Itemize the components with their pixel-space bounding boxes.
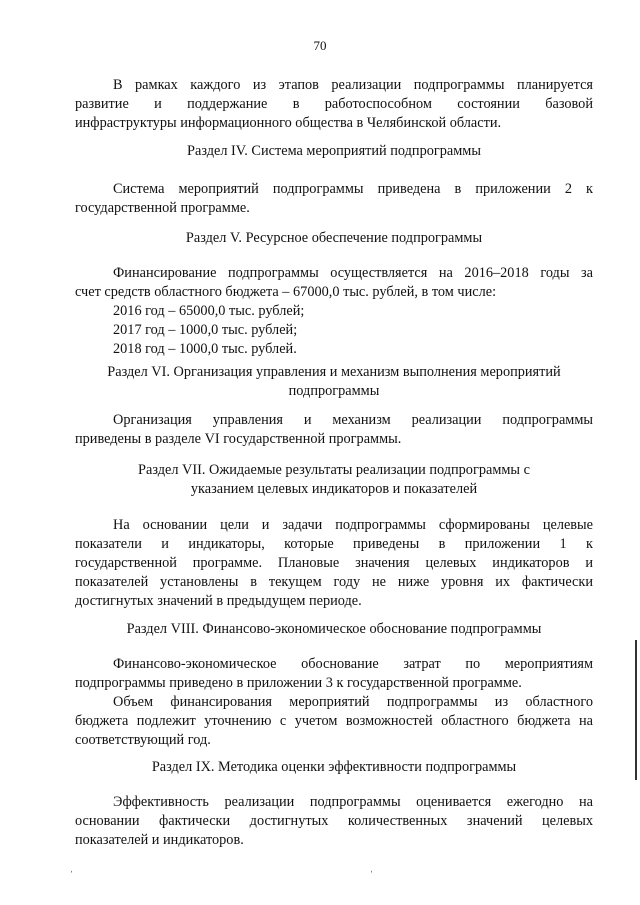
paragraph-line: Система мероприятий подпрограммы приведена в приложении 2 к xyxy=(113,181,593,197)
heading-line: Раздел VI. Организация управления и механизм выполнения мероприятий xyxy=(107,364,561,380)
page-number: 70 xyxy=(313,38,327,53)
heading-line: подпрограммы xyxy=(288,383,380,399)
paragraph-line: Объем финансирования мероприятий подпрограммы из областного xyxy=(113,694,593,710)
paragraph-line: основании фактически достигнутых количественных значений целевых xyxy=(75,813,593,829)
paragraph-volume xyxy=(75,693,593,750)
section-heading-v: Раздел V. Ресурсное обеспечение подпрограммы xyxy=(185,230,483,246)
paragraph-line: Организация управления и механизм реализации подпрограммы xyxy=(113,412,593,428)
paragraph-line: государственной программе. Плановые значения целевых индикаторов и xyxy=(75,555,593,571)
paragraph-financing xyxy=(75,264,593,359)
paragraph-line: приведены в разделе VI государственной программы. xyxy=(75,431,402,447)
paragraph-line: государственной программе. xyxy=(75,200,250,216)
section-heading-viii: Раздел VIII. Финансово-экономическое обоснование подпрограммы xyxy=(126,621,542,637)
paragraph-line: инфраструктуры информационного общества в Челябинской области. xyxy=(75,115,502,131)
paragraph-economic xyxy=(75,655,593,693)
paragraph-efficiency xyxy=(75,793,593,850)
heading-line: указанием целевых индикаторов и показателей xyxy=(190,481,478,497)
paragraph-line: показатели и индикаторы, которые приведены в приложении 1 к xyxy=(75,536,593,552)
financing-year-2018: 2018 год – 1000,0 тыс. рублей. xyxy=(113,341,297,357)
paragraph-line: соответствующий год. xyxy=(75,732,211,748)
financing-year-2016: 2016 год – 65000,0 тыс. рублей; xyxy=(113,303,305,319)
section-heading-vii xyxy=(75,461,593,499)
paragraph-line: показателей установлены в текущем году не ниже уровня их фактически xyxy=(75,574,593,590)
scan-speck: ˌ xyxy=(370,862,374,873)
paragraph-system xyxy=(75,180,593,218)
scan-speck: ˌ xyxy=(70,862,74,873)
paragraph-line: счет средств областного бюджета – 67000,0 тыс. рублей, в том числе: xyxy=(75,284,497,300)
paragraph-line: бюджета подлежит уточнению с учетом возможностей областного бюджета на xyxy=(75,713,593,729)
scan-edge-mark xyxy=(635,640,637,780)
paragraph-line: Эффективность реализации подпрограммы оценивается ежегодно на xyxy=(113,794,593,810)
paragraph-line: достигнутых значений в предыдущем периоде. xyxy=(75,593,362,609)
paragraph-line: развитие и поддержание в работоспособном состоянии базовой xyxy=(75,96,593,112)
financing-year-2017: 2017 год – 1000,0 тыс. рублей; xyxy=(113,322,298,338)
heading-line: Раздел VII. Ожидаемые результаты реализации подпрограммы с xyxy=(138,462,530,478)
paragraph-line: В рамках каждого из этапов реализации подпрограммы планируется xyxy=(113,77,593,93)
section-heading-iv: Раздел IV. Система мероприятий подпрограммы xyxy=(187,143,481,159)
paragraph-stages xyxy=(75,76,593,133)
paragraph-line: На основании цели и задачи подпрограммы сформированы целевые xyxy=(113,517,593,533)
section-heading-ix: Раздел IX. Методика оценки эффективности подпрограммы xyxy=(151,759,517,775)
paragraph-results xyxy=(75,516,593,611)
paragraph-line: Финансово-экономическое обоснование затрат по мероприятиям xyxy=(113,656,593,672)
paragraph-line: подпрограммы приведено в приложении 3 к государственной программе. xyxy=(75,675,522,691)
paragraph-line: Финансирование подпрограммы осуществляется на 2016–2018 годы за xyxy=(113,265,593,281)
paragraph-line: показателей и индикаторов. xyxy=(75,832,244,848)
paragraph-management xyxy=(75,411,593,449)
section-heading-vi xyxy=(75,363,593,401)
